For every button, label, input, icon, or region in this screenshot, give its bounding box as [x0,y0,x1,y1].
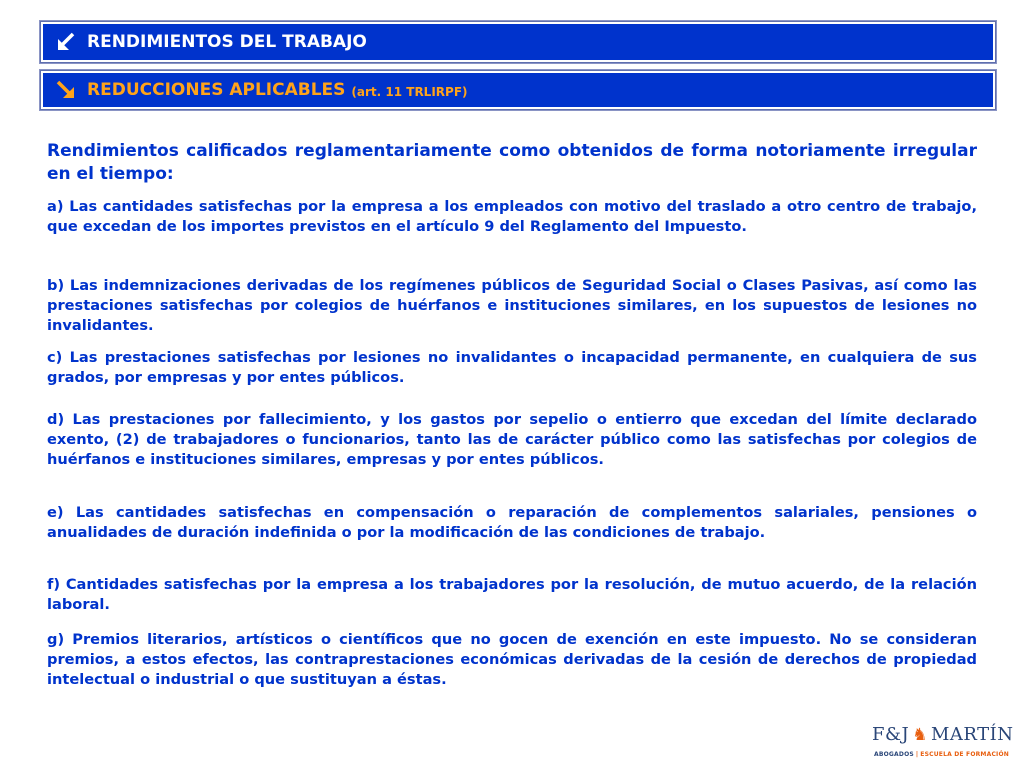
subtitle-bar [40,70,996,110]
list-item-e: e) Las cantidades satisfechas en compensación o reparación de complementos salariales, pensiones o anualidades de duración indefinida o por la modificación de las condiciones de trabajo. [47,504,977,541]
title-bar [40,21,996,63]
logo-wordmark [872,724,1014,745]
list-item-c: c) Las prestaciones satisfechas por lesiones no invalidantes o incapacidad permanente, en cualquiera de sus grados, por empresas y por entes públicos. [47,349,977,386]
logo-name-left: F&J [872,724,910,745]
list-item-b: b) Las indemnizaciones derivadas de los regímenes públicos de Seguridad Social o Clases Pasivas, así como las prestaciones satisfechas por colegios de huérfanos e instituciones similares, en los supuestos de lesiones no invalidantes. [47,277,977,334]
logo-tag-left: ABOGADOS [874,751,914,758]
logo-tag-right: ESCUELA DE FORMACIÓN [920,751,1010,758]
page-title: RENDIMIENTOS DEL TRABAJO [87,32,367,52]
company-logo [870,718,1014,764]
list-item-g: g) Premios literarios, artísticos o científicos que no gocen de exención en este impuesto. No se consideran premios, a estos efectos, las contraprestaciones económicas derivadas de la cesión de derechos de propiedad intelectual o industrial o que sustituyan a éstas. [47,631,977,688]
section-reference: (art. 11 TRLIRPF) [351,85,468,99]
content-body [47,140,977,688]
list-item-d: d) Las prestaciones por fallecimiento, y los gastos por sepelio o entierro que excedan del límite declarado exento, (2) de trabajadores o funcionarios, tanto las de carácter público como las satisfechas por colegios de huérfanos e instituciones similares, empresas y por entes públicos. [47,411,977,468]
logo-tag-separator: | [915,751,919,758]
knight-icon: ♞ [912,725,928,745]
list-item-a: a) Las cantidades satisfechas por la empresa a los empleados con motivo del traslado a otro centro de trabajo, que excedan de los importes previstos en el artículo 9 del Reglamento del Impuesto. [47,198,977,235]
logo-tagline [874,751,1009,758]
section-title: REDUCCIONES APLICABLES [87,80,346,100]
list-item-f: f) Cantidades satisfechas por la empresa a los trabajadores por la resolución, de mutuo acuerdo, de la relación laboral. [47,576,977,613]
arrow-down-left-icon [55,31,77,53]
logo-name-right: MARTÍN [930,724,1014,745]
intro-text: Rendimientos calificados reglamentariamente como obtenidos de forma notoriamente irregular en el tiempo: [47,141,977,184]
arrow-down-right-icon [55,79,77,101]
